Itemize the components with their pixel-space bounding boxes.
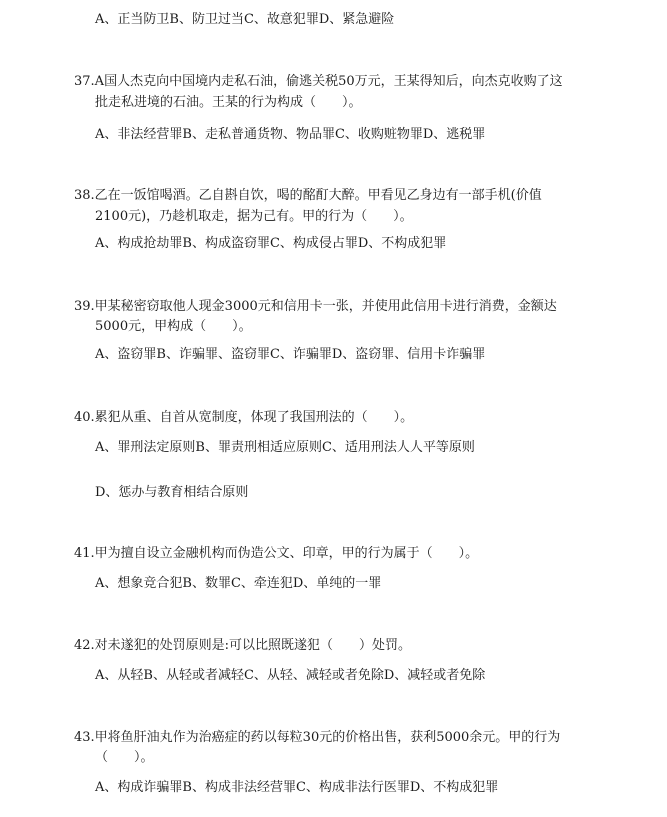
option-line: A、构成诈骗罪B、构成非法经营罪C、构成非法行医罪D、不构成犯罪 — [95, 780, 499, 795]
question-stem-line: 42.对未遂犯的处罚原则是:可以比照既遂犯（ ）处罚。 — [74, 638, 412, 653]
question-stem-line: 43.甲将鱼肝油丸作为治癌症的药以每粒30元的价格出售，获利5000余元。甲的行为 — [74, 730, 561, 745]
question-stem-line: 40.累犯从重、自首从宽制度，体现了我国刑法的（ ）。 — [74, 410, 414, 425]
question-stem-line: 37.A国人杰克向中国境内走私石油，偷逃关税50万元，王某得知后，向杰克收购了这 — [74, 74, 563, 89]
question-stem-line: 38.乙在一饭馆喝酒。乙自斟自饮，喝的酩酊大醉。甲看见乙身边有一部手机(价值 — [74, 188, 542, 203]
option-line: A、构成抢劫罪B、构成盗窃罪C、构成侵占罪D、不构成犯罪 — [95, 236, 447, 251]
option-line: A、想象竞合犯B、数罪C、牵连犯D、单纯的一罪 — [95, 576, 382, 591]
option-line: A、罪刑法定原则B、罪责刑相适应原则C、适用刑法人人平等原则 — [95, 440, 475, 455]
option-line: A、从轻B、从轻或者减轻C、从轻、减轻或者免除D、减轻或者免除 — [95, 668, 486, 683]
question-stem-line: 39.甲某秘密窃取他人现金3000元和信用卡一张，并使用此信用卡进行消费，金额达 — [74, 299, 557, 314]
question-stem-line: （ ）。 — [95, 750, 154, 765]
option-line: D、惩办与教育相结合原则 — [95, 485, 249, 500]
question-stem-line: 41.甲为擅自设立金融机构而伪造公文、印章，甲的行为属于（ ）。 — [74, 546, 479, 561]
question-stem-line: 2100元)，乃趁机取走，据为己有。甲的行为（ ）。 — [95, 209, 413, 224]
option-line: A、正当防卫B、防卫过当C、故意犯罪D、紧急避险 — [95, 12, 395, 27]
option-line: A、非法经营罪B、走私普通货物、物品罪C、收购赃物罪D、逃税罪 — [95, 127, 486, 142]
option-line: A、盗窃罪B、诈骗罪、盗窃罪C、诈骗罪D、盗窃罪、信用卡诈骗罪 — [95, 347, 486, 362]
question-stem-line: 5000元，甲构成（ ）。 — [95, 319, 252, 334]
question-stem-line: 批走私进境的石油。王某的行为构成（ ）。 — [95, 95, 362, 110]
